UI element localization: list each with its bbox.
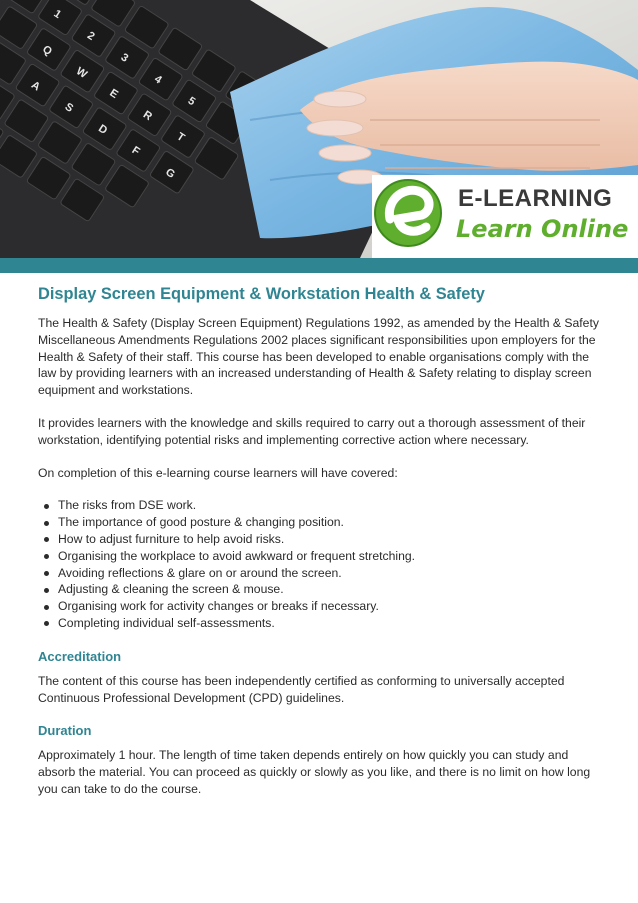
key-label: G xyxy=(163,166,177,181)
list-item: Organising work for activity changes or breaks if necessary. xyxy=(38,598,604,615)
coverage-list xyxy=(38,497,604,631)
coverage-intro: On completion of this e-learning course learners will have covered: xyxy=(38,465,398,480)
list-item: The importance of good posture & changing position. xyxy=(38,514,604,531)
key-label: 4 xyxy=(152,73,164,87)
key-label: A xyxy=(29,79,43,94)
intro-paragraph: The Health & Safety (Display Screen Equipment) Regulations 1992, as amended by the Health & Safety Miscellaneous Amendments Regulations 2002 places significant responsibilities upon employers for the Health & Safety of their staff. This course has been developed to enable organisations comply with the law by providing learners with an increased understanding of Health & Safety relating to display screen equipment and workstations. xyxy=(38,316,599,398)
duration-text: Approximately 1 hour. The length of time taken depends entirely on how quickly you can study and absorb the material. You can proceed as quickly or slowly as you like, and there is no limit on how long you can take to do the course. xyxy=(38,748,591,796)
key-label: D xyxy=(96,122,110,137)
list-item: Adjusting & cleaning the screen & mouse. xyxy=(38,581,604,598)
hero-image xyxy=(0,0,638,258)
skills-paragraph: It provides learners with the knowledge and skills required to carry out a thorough assessment of their workstation, identifying potential risks and implementing corrective action where necessary. xyxy=(38,415,586,447)
key-label: S xyxy=(62,100,76,115)
accreditation-text: The content of this course has been independently certified as conforming to universally accepted Continuous Professional Development (CPD) guidelines. xyxy=(38,673,565,705)
course-description xyxy=(38,283,604,814)
list-item: Avoiding reflections & glare on or around the screen. xyxy=(38,565,604,582)
logo-title: E-LEARNING xyxy=(458,185,613,212)
accreditation-heading: Accreditation xyxy=(38,648,122,664)
key-label: 1 xyxy=(51,7,64,22)
e-logo-icon xyxy=(372,175,448,249)
key-label: E xyxy=(107,86,121,102)
key-label: Q xyxy=(40,43,54,59)
header-divider xyxy=(0,258,638,273)
page-title: Display Screen Equipment & Workstation Health & Safety xyxy=(38,285,485,303)
key-label: W xyxy=(73,65,90,81)
key-label: 3 xyxy=(118,51,131,65)
key-label: 2 xyxy=(85,29,97,43)
key-label: F xyxy=(129,144,142,159)
key-label: 5 xyxy=(185,94,198,109)
duration-heading: Duration xyxy=(38,723,92,739)
list-item: How to adjust furniture to help avoid risks. xyxy=(38,531,604,548)
key-label: T xyxy=(174,130,187,145)
list-item: The risks from DSE work. xyxy=(38,497,604,514)
list-item: Completing individual self-assessments. xyxy=(38,615,604,632)
logo xyxy=(372,175,638,258)
logo-subtitle: Learn Online xyxy=(456,215,629,243)
key-label: R xyxy=(140,108,155,124)
list-item: Organising the workplace to avoid awkward or frequent stretching. xyxy=(38,548,604,565)
